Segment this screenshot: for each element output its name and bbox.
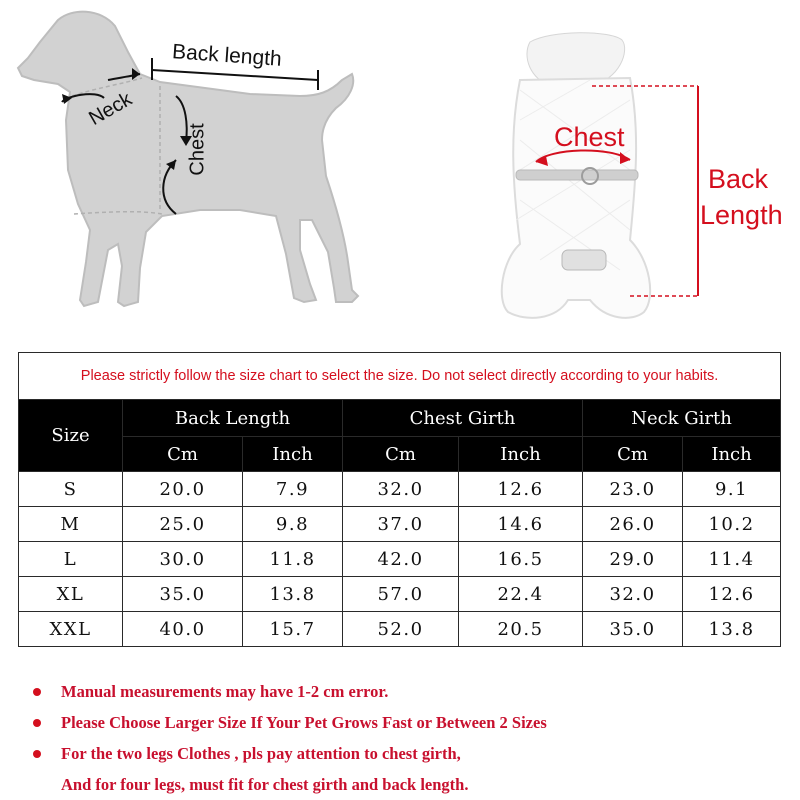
table-row <box>19 472 781 507</box>
value-cell: 37.0 <box>343 507 459 542</box>
size-cell: XL <box>19 577 123 612</box>
value-cell: 22.4 <box>459 577 583 612</box>
size-cell: L <box>19 542 123 577</box>
note-text: Please Choose Larger Size If Your Pet Grows Fast or Between 2 Sizes <box>61 713 547 732</box>
table-row <box>19 507 781 542</box>
value-cell: 7.9 <box>243 472 343 507</box>
note-text: For the two legs Clothes , pls pay attention to chest girth, <box>61 744 461 763</box>
value-cell: 57.0 <box>343 577 459 612</box>
size-chart-table <box>18 352 781 647</box>
value-cell: 42.0 <box>343 542 459 577</box>
size-header: Size <box>19 400 123 472</box>
value-cell: 20.0 <box>123 472 243 507</box>
value-cell: 16.5 <box>459 542 583 577</box>
chest-girth-header: Chest Girth <box>343 400 583 437</box>
neck-girth-header: Neck Girth <box>583 400 781 437</box>
unit-header: Inch <box>243 437 343 472</box>
size-cell: XXL <box>19 612 123 647</box>
chest-coat-label: Chest <box>554 122 625 152</box>
bullet-icon <box>33 719 41 727</box>
value-cell: 35.0 <box>123 577 243 612</box>
notes-list <box>30 676 790 800</box>
coat-diagram <box>480 30 800 340</box>
unit-header: Inch <box>683 437 781 472</box>
size-cell: S <box>19 472 123 507</box>
value-cell: 35.0 <box>583 612 683 647</box>
value-cell: 20.5 <box>459 612 583 647</box>
back-coat-label-line1: Back <box>708 164 769 194</box>
value-cell: 12.6 <box>683 577 781 612</box>
value-cell: 32.0 <box>583 577 683 612</box>
note-item <box>30 707 790 738</box>
value-cell: 29.0 <box>583 542 683 577</box>
back-length-header: Back Length <box>123 400 343 437</box>
value-cell: 11.8 <box>243 542 343 577</box>
value-cell: 25.0 <box>123 507 243 542</box>
note-continuation: And for four legs, must fit for chest girth and back length. <box>61 775 469 794</box>
value-cell: 32.0 <box>343 472 459 507</box>
value-cell: 40.0 <box>123 612 243 647</box>
note-text: Manual measurements may have 1-2 cm error. <box>61 682 389 701</box>
value-cell: 9.8 <box>243 507 343 542</box>
value-cell: 26.0 <box>583 507 683 542</box>
value-cell: 23.0 <box>583 472 683 507</box>
bullet-icon <box>33 750 41 758</box>
unit-header: Inch <box>459 437 583 472</box>
value-cell: 10.2 <box>683 507 781 542</box>
value-cell: 13.8 <box>683 612 781 647</box>
value-cell: 30.0 <box>123 542 243 577</box>
table-row <box>19 612 781 647</box>
value-cell: 14.6 <box>459 507 583 542</box>
note-item <box>30 738 790 800</box>
size-notice: Please strictly follow the size chart to select the size. Do not select directly according to your habits. <box>19 353 781 400</box>
dog-measurement-diagram <box>0 0 380 340</box>
back-length-label: Back length <box>171 40 283 71</box>
unit-header: Cm <box>343 437 459 472</box>
unit-header: Cm <box>583 437 683 472</box>
value-cell: 11.4 <box>683 542 781 577</box>
back-coat-label-line2: Length <box>700 200 783 230</box>
value-cell: 15.7 <box>243 612 343 647</box>
value-cell: 12.6 <box>459 472 583 507</box>
note-item <box>30 676 790 707</box>
chest-label: Chest <box>186 123 209 176</box>
value-cell: 13.8 <box>243 577 343 612</box>
value-cell: 52.0 <box>343 612 459 647</box>
table-row <box>19 542 781 577</box>
neck-label: Neck <box>85 88 136 130</box>
table-row <box>19 577 781 612</box>
value-cell: 9.1 <box>683 472 781 507</box>
size-cell: M <box>19 507 123 542</box>
bullet-icon <box>33 688 41 696</box>
unit-header: Cm <box>123 437 243 472</box>
